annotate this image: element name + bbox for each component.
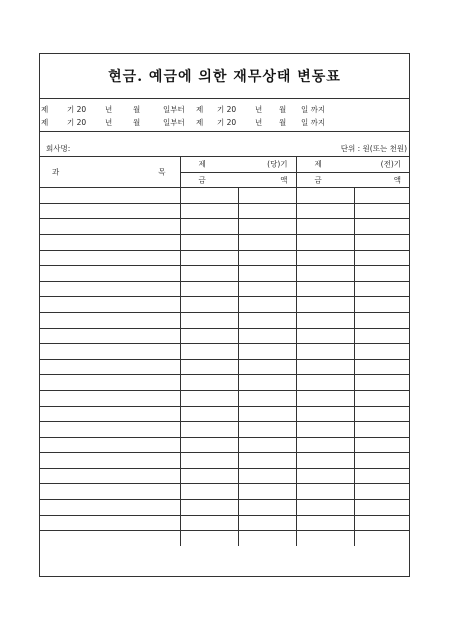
- unit-label: 단위 : 원(또는 천원): [340, 144, 407, 153]
- table-cell[interactable]: [40, 484, 180, 500]
- table-cell[interactable]: [296, 484, 354, 500]
- period-je: 제: [41, 118, 49, 127]
- period-year: 년: [105, 118, 113, 127]
- table-cell[interactable]: [180, 266, 238, 282]
- period-from: 일부터: [163, 118, 185, 127]
- current-period-je: 제: [198, 159, 206, 169]
- table-cell[interactable]: [354, 484, 409, 500]
- table-cell[interactable]: [40, 250, 180, 266]
- table-cell[interactable]: [354, 297, 409, 313]
- table-cell[interactable]: [180, 406, 238, 422]
- period-gi: 기 20: [67, 118, 87, 127]
- table-cell[interactable]: [354, 234, 409, 250]
- table-cell[interactable]: [238, 188, 296, 204]
- table-row: [40, 203, 409, 219]
- table-cell[interactable]: [40, 468, 180, 484]
- table-cell[interactable]: [354, 266, 409, 282]
- table-row: [40, 219, 409, 235]
- account-header-left: 과: [52, 167, 60, 177]
- table-cell[interactable]: [40, 312, 180, 328]
- table-cell[interactable]: [296, 234, 354, 250]
- table-cell[interactable]: [238, 250, 296, 266]
- table-row: [40, 406, 409, 422]
- table-cell[interactable]: [354, 406, 409, 422]
- table-cell[interactable]: [40, 375, 180, 391]
- table-cell[interactable]: [238, 203, 296, 219]
- period-month: 월: [133, 105, 141, 114]
- table-cell[interactable]: [180, 281, 238, 297]
- title-divider: [40, 98, 409, 99]
- table-cell[interactable]: [296, 531, 354, 547]
- table-row: [40, 375, 409, 391]
- current-period-label: (당)기: [267, 159, 288, 169]
- table-cell[interactable]: [296, 312, 354, 328]
- table-cell[interactable]: [180, 203, 238, 219]
- table-cell[interactable]: [238, 422, 296, 438]
- table-cell[interactable]: [180, 312, 238, 328]
- table-cell[interactable]: [180, 484, 238, 500]
- table-cell[interactable]: [40, 297, 180, 313]
- table-cell[interactable]: [354, 344, 409, 360]
- table-cell[interactable]: [238, 344, 296, 360]
- table-cell[interactable]: [296, 250, 354, 266]
- table-cell[interactable]: [238, 359, 296, 375]
- table-cell[interactable]: [180, 234, 238, 250]
- table-row: [40, 281, 409, 297]
- table-row: [40, 484, 409, 500]
- period-to: 일 까지: [301, 105, 326, 114]
- table-cell[interactable]: [180, 515, 238, 531]
- table-cell[interactable]: [296, 281, 354, 297]
- table-cell[interactable]: [238, 281, 296, 297]
- table-cell[interactable]: [354, 500, 409, 516]
- period-to: 일 까지: [301, 118, 326, 127]
- financial-statement-form: [39, 53, 410, 577]
- table-cell[interactable]: [180, 250, 238, 266]
- table-cell[interactable]: [180, 468, 238, 484]
- table-cell[interactable]: [296, 328, 354, 344]
- form-title: 현금. 예금에 의한 재무상태 변동표: [108, 69, 341, 85]
- table-row: [40, 266, 409, 282]
- table-cell[interactable]: [238, 406, 296, 422]
- table-cell[interactable]: [238, 234, 296, 250]
- prior-amount-right: 액: [393, 175, 401, 185]
- table-cell[interactable]: [354, 219, 409, 235]
- period-gi-2: 기 20: [217, 105, 237, 114]
- table-cell[interactable]: [40, 406, 180, 422]
- table-cell[interactable]: [40, 359, 180, 375]
- table-cell[interactable]: [354, 390, 409, 406]
- period-month-2: 월: [279, 105, 287, 114]
- table-cell[interactable]: [40, 437, 180, 453]
- table-cell[interactable]: [40, 500, 180, 516]
- period-month: 월: [133, 118, 141, 127]
- table-cell[interactable]: [180, 422, 238, 438]
- table-cell[interactable]: [238, 328, 296, 344]
- table-cell[interactable]: [180, 531, 238, 547]
- table-cell[interactable]: [238, 390, 296, 406]
- table-cell[interactable]: [180, 188, 238, 204]
- table-row: [40, 234, 409, 250]
- prior-amount-left: 금: [314, 175, 322, 185]
- table-cell[interactable]: [354, 422, 409, 438]
- table-cell[interactable]: [238, 531, 296, 547]
- table-cell[interactable]: [238, 515, 296, 531]
- table-cell[interactable]: [238, 468, 296, 484]
- table-cell[interactable]: [238, 484, 296, 500]
- period-je-2: 제: [196, 118, 204, 127]
- company-name-label: 회사명:: [46, 144, 71, 153]
- table-cell[interactable]: [354, 203, 409, 219]
- table-row: [40, 468, 409, 484]
- table-row: [40, 328, 409, 344]
- statement-table: [40, 156, 409, 546]
- table-cell[interactable]: [296, 515, 354, 531]
- prior-period-je: 제: [314, 159, 322, 169]
- period-je-2: 제: [196, 105, 204, 114]
- prior-period-label: (전)기: [380, 159, 401, 169]
- table-cell[interactable]: [40, 266, 180, 282]
- table-cell[interactable]: [180, 359, 238, 375]
- period-gi-2: 기 20: [217, 118, 237, 127]
- table-cell[interactable]: [238, 375, 296, 391]
- table-cell[interactable]: [354, 281, 409, 297]
- table-cell[interactable]: [354, 328, 409, 344]
- table-cell[interactable]: [238, 312, 296, 328]
- table-row: [40, 515, 409, 531]
- prior-amount-header: [296, 172, 409, 188]
- table-cell[interactable]: [296, 266, 354, 282]
- table-cell[interactable]: [180, 437, 238, 453]
- table-cell[interactable]: [296, 203, 354, 219]
- current-amount-left: 금: [198, 175, 206, 185]
- table-cell[interactable]: [354, 437, 409, 453]
- current-period-header: [180, 157, 296, 173]
- table-cell[interactable]: [180, 453, 238, 469]
- table-cell[interactable]: [296, 188, 354, 204]
- table-cell[interactable]: [180, 390, 238, 406]
- table-cell[interactable]: [354, 359, 409, 375]
- period-year-2: 년: [255, 118, 263, 127]
- table-cell[interactable]: [238, 219, 296, 235]
- table-cell[interactable]: [238, 266, 296, 282]
- table-cell[interactable]: [354, 375, 409, 391]
- table-cell[interactable]: [238, 453, 296, 469]
- table-cell[interactable]: [40, 234, 180, 250]
- table-cell[interactable]: [296, 375, 354, 391]
- table-cell[interactable]: [354, 250, 409, 266]
- table-cell[interactable]: [40, 531, 180, 547]
- table-cell[interactable]: [238, 437, 296, 453]
- table-cell[interactable]: [40, 422, 180, 438]
- table-row: [40, 188, 409, 204]
- table-cell[interactable]: [180, 500, 238, 516]
- table-cell[interactable]: [180, 375, 238, 391]
- table-cell[interactable]: [40, 188, 180, 204]
- prior-period-header: [296, 157, 409, 173]
- table-row: [40, 531, 409, 547]
- table-cell[interactable]: [296, 359, 354, 375]
- table-cell[interactable]: [40, 390, 180, 406]
- table-row: [40, 250, 409, 266]
- account-header-right: 목: [158, 167, 166, 177]
- current-amount-header: [180, 172, 296, 188]
- table-cell[interactable]: [354, 515, 409, 531]
- current-amount-right: 액: [280, 175, 288, 185]
- table-row: [40, 312, 409, 328]
- period-je: 제: [41, 105, 49, 114]
- table-cell[interactable]: [180, 328, 238, 344]
- account-header: [40, 157, 180, 188]
- table-cell[interactable]: [40, 344, 180, 360]
- table-cell[interactable]: [296, 297, 354, 313]
- table-cell[interactable]: [180, 297, 238, 313]
- table-row: [40, 390, 409, 406]
- table-cell[interactable]: [296, 344, 354, 360]
- table-cell[interactable]: [354, 531, 409, 547]
- table-cell[interactable]: [40, 328, 180, 344]
- period-year-2: 년: [255, 105, 263, 114]
- table-cell[interactable]: [238, 297, 296, 313]
- table-cell[interactable]: [40, 219, 180, 235]
- table-row: [40, 437, 409, 453]
- table-cell[interactable]: [296, 453, 354, 469]
- table-cell[interactable]: [354, 468, 409, 484]
- period-year: 년: [105, 105, 113, 114]
- period-month-2: 월: [279, 118, 287, 127]
- table-cell[interactable]: [354, 312, 409, 328]
- table-cell[interactable]: [354, 188, 409, 204]
- table-cell[interactable]: [40, 515, 180, 531]
- table-cell[interactable]: [354, 453, 409, 469]
- table-cell[interactable]: [296, 500, 354, 516]
- table-row: [40, 344, 409, 360]
- table-row: [40, 422, 409, 438]
- table-cell[interactable]: [40, 203, 180, 219]
- period-divider: [40, 131, 409, 132]
- period-from: 일부터: [163, 105, 185, 114]
- table-row: [40, 453, 409, 469]
- table-cell[interactable]: [296, 468, 354, 484]
- table-cell[interactable]: [296, 219, 354, 235]
- table-cell[interactable]: [180, 219, 238, 235]
- table-row: [40, 297, 409, 313]
- table-cell[interactable]: [40, 281, 180, 297]
- table-cell[interactable]: [238, 500, 296, 516]
- period-gi: 기 20: [67, 105, 87, 114]
- table-cell[interactable]: [180, 344, 238, 360]
- table-cell[interactable]: [40, 453, 180, 469]
- table-cell[interactable]: [296, 406, 354, 422]
- table-cell[interactable]: [296, 422, 354, 438]
- table-row: [40, 359, 409, 375]
- table-row: [40, 500, 409, 516]
- table-cell[interactable]: [296, 437, 354, 453]
- table-cell[interactable]: [296, 390, 354, 406]
